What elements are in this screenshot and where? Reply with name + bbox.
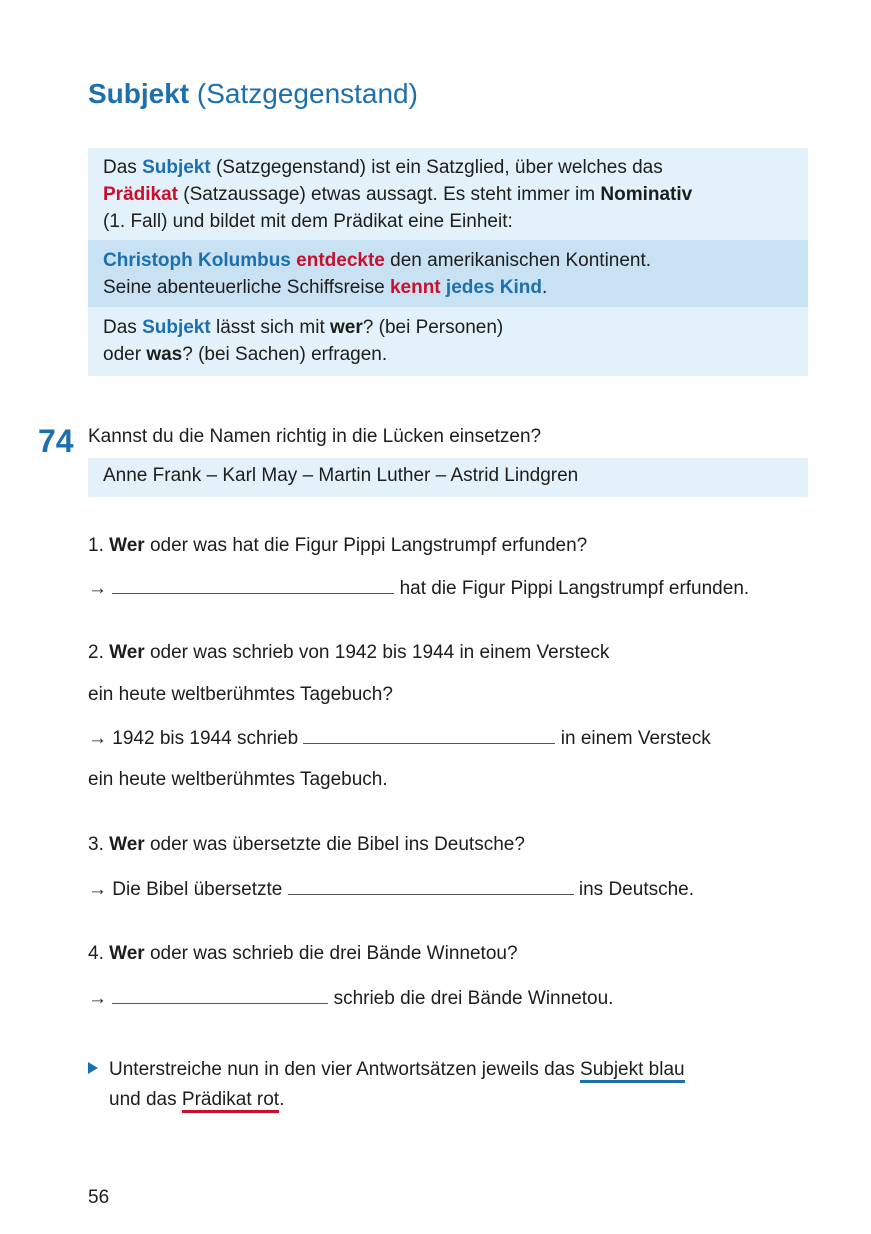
question-text: oder was schrieb von 1942 bis 1944 in einem Versteck bbox=[144, 642, 610, 663]
answer-text: in einem Versteck bbox=[560, 728, 711, 750]
page-title bbox=[88, 78, 418, 110]
text: Das bbox=[103, 317, 143, 338]
text: Das bbox=[103, 157, 143, 178]
instruction bbox=[88, 1055, 685, 1115]
arrow-icon: → bbox=[88, 879, 107, 901]
arrow-icon: → bbox=[88, 988, 107, 1010]
text: Unterstreiche nun in den vier Antwortsätzen jeweils das bbox=[109, 1059, 581, 1080]
definition-line-2 bbox=[103, 181, 692, 208]
text: ? (bei Personen) bbox=[362, 317, 504, 338]
item-number: 3. bbox=[88, 834, 110, 855]
title-bold: Subjekt bbox=[88, 78, 190, 109]
definition-line-3: (1. Fall) und bildet mit dem Prädikat eine Einheit: bbox=[103, 211, 513, 232]
rule-line-2 bbox=[103, 341, 503, 368]
answer-blank-4[interactable] bbox=[112, 986, 328, 1004]
question-rule bbox=[103, 314, 503, 368]
answer-2 bbox=[88, 726, 711, 750]
example-verb: entdeckte bbox=[296, 250, 385, 271]
text: . bbox=[542, 277, 548, 298]
answer-text: hat die Figur Pippi Langstrumpf erfunden. bbox=[399, 578, 750, 600]
text: lässt sich mit bbox=[210, 317, 331, 338]
exercise-number: 74 bbox=[38, 423, 74, 459]
title-normal: (Satzgegenstand) bbox=[196, 78, 418, 109]
page-number: 56 bbox=[88, 1187, 110, 1208]
definition-text bbox=[103, 154, 692, 235]
answer-blank-1[interactable] bbox=[112, 576, 394, 594]
item-number: 2. bbox=[88, 642, 110, 663]
arrow-icon: → bbox=[88, 578, 107, 600]
example-line-1 bbox=[103, 247, 651, 274]
names-list: Anne Frank – Karl May – Martin Luther – Astrid Lindgren bbox=[103, 465, 579, 486]
answer-text: 1942 bis 1944 schrieb bbox=[112, 728, 299, 750]
text: (Satzaussage) etwas aussagt. Es steht immer im bbox=[177, 184, 601, 205]
instruction-line-1 bbox=[109, 1055, 685, 1085]
item-number: 1. bbox=[88, 535, 110, 556]
term-pradikat: Prädikat bbox=[103, 184, 178, 205]
answer-1 bbox=[88, 576, 749, 600]
term-wer: Wer bbox=[109, 943, 145, 964]
exercise-question: Kannst du die Namen richtig in die Lücken einsetzen? bbox=[88, 426, 542, 447]
text: und das bbox=[109, 1089, 182, 1110]
text: Seine abenteuerliche Schiffsreise bbox=[103, 277, 390, 298]
answer-blank-3[interactable] bbox=[288, 877, 574, 895]
answer-text: Die Bibel übersetzte bbox=[112, 879, 283, 901]
question-text: oder was hat die Figur Pippi Langstrumpf erfunden? bbox=[144, 535, 588, 556]
term-subjekt: Subjekt bbox=[142, 317, 211, 338]
arrow-icon: → bbox=[88, 728, 107, 750]
text: den amerikanischen Kontinent. bbox=[384, 250, 652, 271]
term-wer: Wer bbox=[109, 642, 145, 663]
term-wer: Wer bbox=[109, 834, 145, 855]
question-3 bbox=[88, 834, 525, 856]
text: . bbox=[279, 1089, 285, 1110]
definition-line-1 bbox=[103, 154, 692, 181]
question-text: oder was schrieb die drei Bände Winnetou? bbox=[144, 943, 518, 964]
underline-pradikat-rot: Prädikat rot bbox=[182, 1089, 279, 1113]
example-verb: kennt bbox=[389, 277, 441, 298]
answer-3 bbox=[88, 877, 694, 901]
example-sentences bbox=[103, 247, 651, 301]
example-subject: Christoph Kolumbus bbox=[103, 250, 291, 271]
term-was: was bbox=[146, 344, 183, 365]
underline-subjekt-blau: Subjekt blau bbox=[580, 1059, 685, 1083]
instruction-line-2 bbox=[109, 1085, 685, 1115]
term-wer: Wer bbox=[109, 535, 145, 556]
triangle-arrow-icon bbox=[88, 1062, 98, 1074]
answer-4 bbox=[88, 986, 613, 1010]
question-1 bbox=[88, 535, 587, 557]
text: ? (bei Sachen) erfragen. bbox=[182, 344, 388, 365]
answer-blank-2[interactable] bbox=[303, 726, 555, 744]
question-2 bbox=[88, 642, 609, 664]
question-text: oder was übersetzte die Bibel ins Deutsche? bbox=[144, 834, 525, 855]
rule-line-1 bbox=[103, 314, 503, 341]
answer-text: schrieb die drei Bände Winnetou. bbox=[333, 988, 614, 1010]
question-2-cont: ein heute weltberühmtes Tagebuch? bbox=[88, 684, 393, 705]
text: (Satzgegenstand) ist ein Satzglied, über welches das bbox=[210, 157, 663, 178]
term-subjekt: Subjekt bbox=[142, 157, 211, 178]
item-number: 4. bbox=[88, 943, 110, 964]
term-wer: wer bbox=[330, 317, 363, 338]
term-nominativ: Nominativ bbox=[600, 184, 693, 205]
example-subject: jedes Kind bbox=[445, 277, 542, 298]
text: oder bbox=[103, 344, 147, 365]
example-line-2 bbox=[103, 274, 651, 301]
answer-2-cont: ein heute weltberühmtes Tagebuch. bbox=[88, 769, 388, 790]
question-4 bbox=[88, 943, 518, 965]
answer-text: ins Deutsche. bbox=[578, 879, 695, 901]
